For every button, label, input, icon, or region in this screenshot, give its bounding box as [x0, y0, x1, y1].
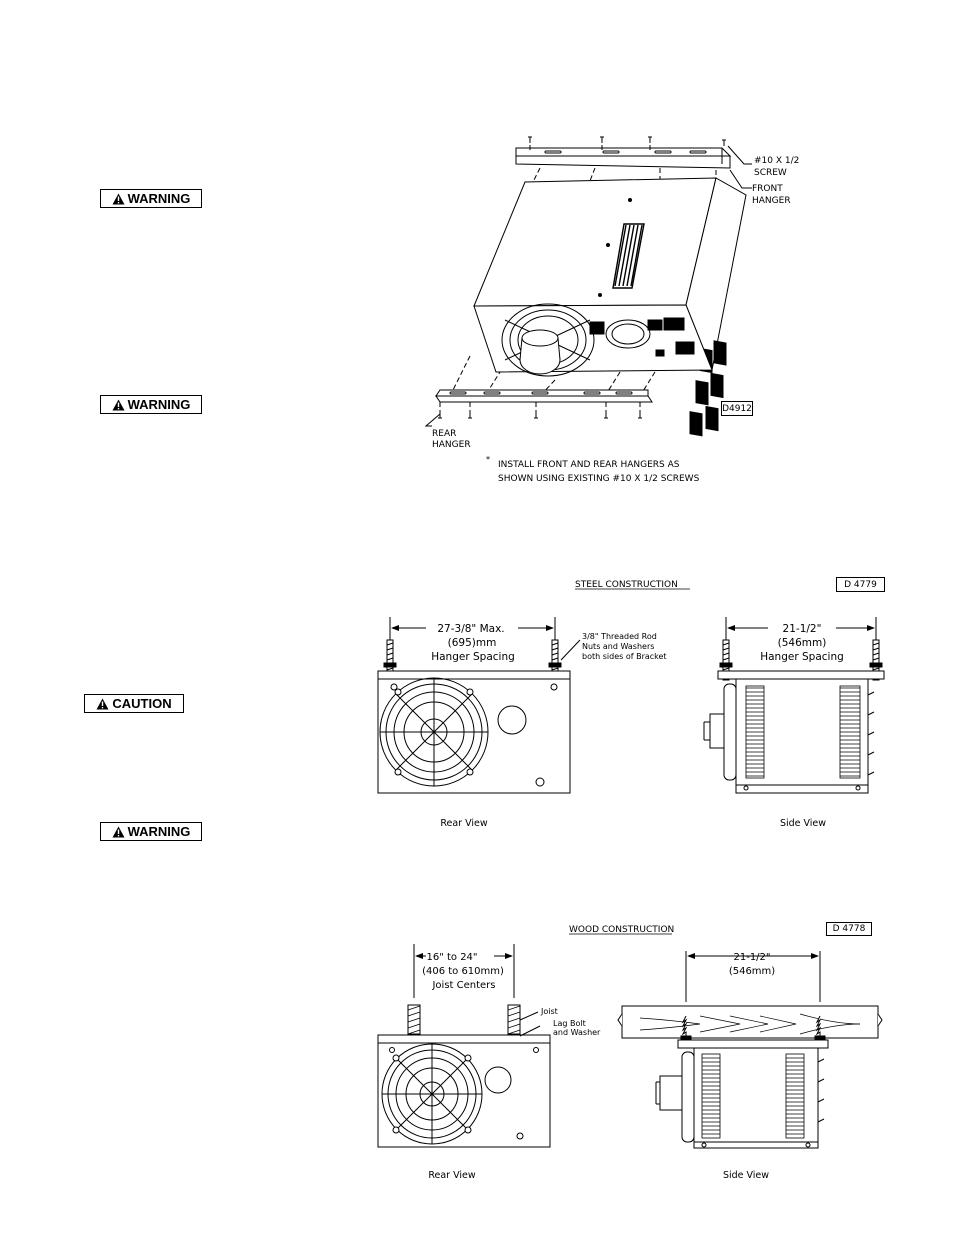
front-hanger-bracket [516, 148, 730, 168]
steel-rear-dim-1: 27-3/8" Max. [437, 623, 505, 635]
note-line-2: SHOWN USING EXISTING #10 X 1/2 SCREWS [498, 474, 700, 484]
wood-title: WOOD CONSTRUCTION [569, 925, 675, 935]
screw-label-1: #10 X 1/2 [754, 156, 800, 166]
fan-motor [520, 330, 560, 374]
steel-side-dim-3: Hanger Spacing [760, 651, 844, 663]
wood-side-view [618, 951, 882, 1148]
badge-label: WARNING [127, 191, 191, 206]
note-mark: * [486, 455, 490, 464]
rod-label-3: both sides of Bracket [582, 652, 667, 661]
wood-rear-dim-1: 16" to 24" [426, 952, 478, 963]
front-hanger-label-2: HANGER [752, 196, 791, 206]
front-hanger-label-1: FRONT [752, 184, 783, 194]
joist-label: Joist [541, 1007, 558, 1016]
note-line-1: INSTALL FRONT AND REAR HANGERS AS [498, 460, 680, 470]
wood-drawing-id: D 4778 [826, 922, 872, 936]
badge-label: WARNING [127, 824, 191, 839]
wood-side-dim-1: 21-1/2" [733, 952, 771, 963]
lag-bolt-label-1: Lag Bolt [553, 1019, 586, 1028]
rear-hanger-label-2: HANGER [432, 440, 471, 450]
wood-rear-dim-3: Joist Centers [432, 980, 496, 991]
cabinet-top [474, 178, 716, 306]
flue-collar [606, 320, 650, 348]
steel-side-dim-2: (546mm) [777, 637, 827, 649]
steel-side-dim-1: 21-1/2" [782, 623, 822, 635]
screw-label-2: SCREW [754, 168, 787, 178]
rod-label-1: 3/8" Threaded Rod [582, 632, 657, 641]
wood-rear-dim-2: (406 to 610mm) [422, 966, 504, 977]
badge-label: WARNING [127, 397, 191, 412]
steel-title: STEEL CONSTRUCTION [575, 580, 678, 590]
badge-label: CAUTION [112, 696, 172, 711]
steel-rear-dim-2: (695)mm [447, 637, 497, 649]
steel-side-caption: Side View [779, 818, 827, 829]
steel-rear-caption: Rear View [440, 818, 488, 829]
wood-rear-caption: Rear View [428, 1170, 476, 1181]
rod-label-2: Nuts and Washers [582, 642, 655, 651]
lag-bolt-label-2: and Washer [553, 1028, 601, 1037]
wood-side-caption: Side View [722, 1170, 770, 1181]
wood-side-dim-2: (546mm) [728, 966, 776, 977]
fig1-drawing-id: D4912 [721, 401, 753, 416]
steel-rear-dim-3: Hanger Spacing [431, 651, 515, 663]
steel-drawing-id: D 4779 [836, 577, 885, 592]
rear-hanger-label-1: REAR [432, 429, 457, 439]
fig1-heater-isometric [426, 137, 752, 436]
rear-hanger-bracket [436, 390, 652, 402]
screws-bottom [438, 412, 642, 418]
screws-top [528, 137, 726, 146]
